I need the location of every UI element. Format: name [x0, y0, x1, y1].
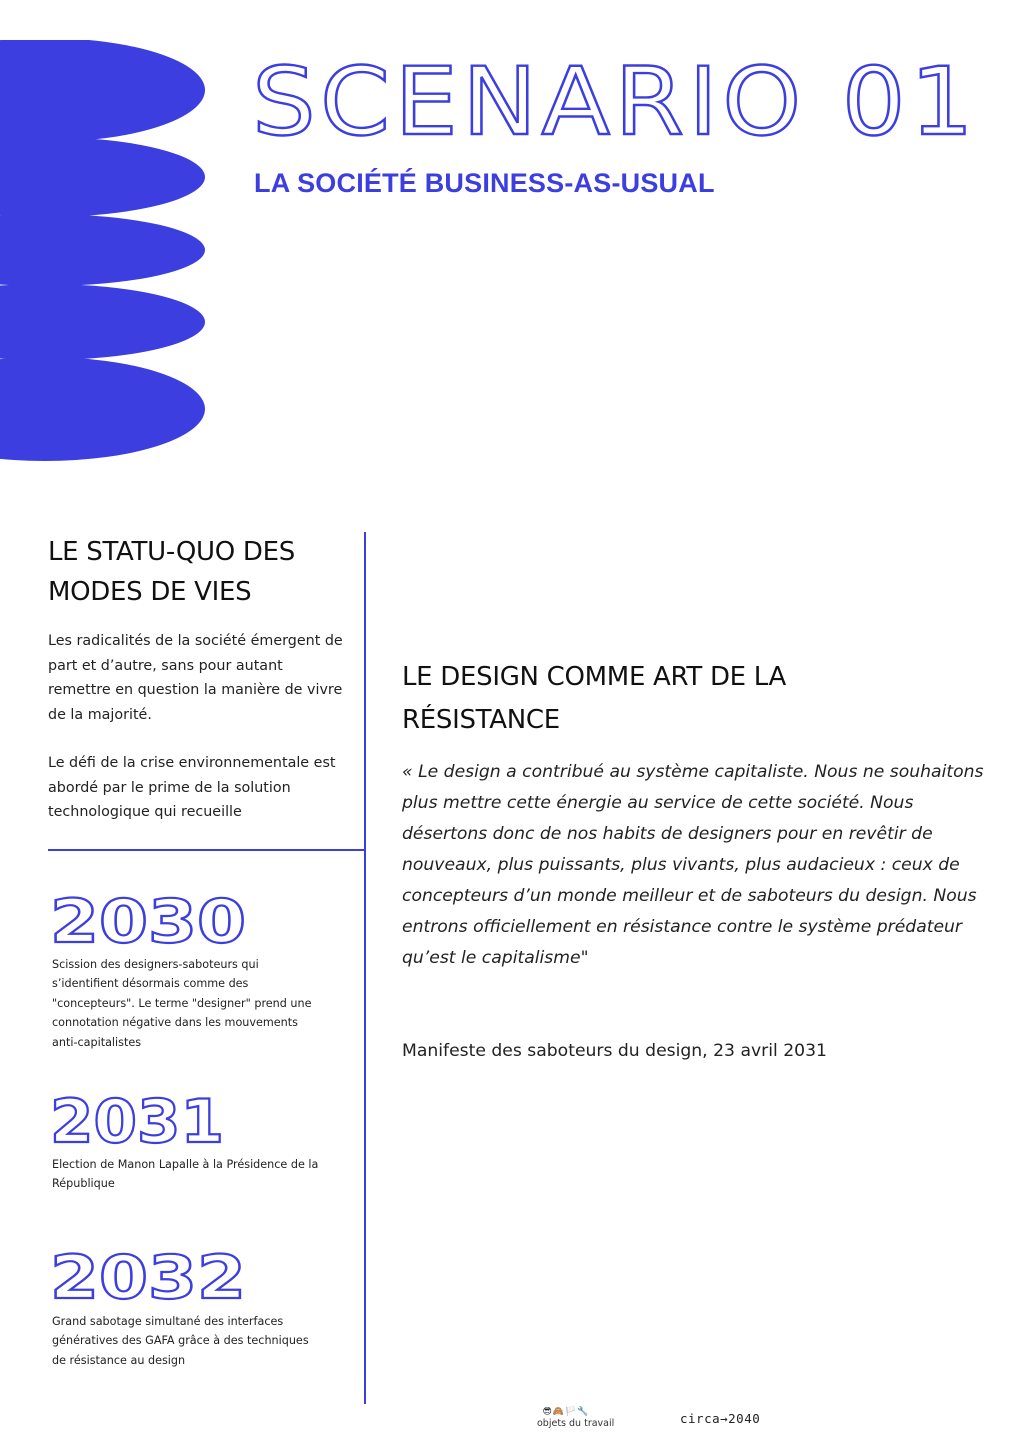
circa-2040-logo: circa→2040 [680, 1411, 761, 1426]
page-subtitle: LA SOCIÉTÉ BUSINESS-AS-USUAL [254, 168, 715, 198]
manifesto-quote: « Le design a contribué au système capitaliste. Nous ne souhaitons plus mettre cette énergie au service de cette société. Nous désertons donc de nos habits de designers pour en revêtir de nouveaux, plus puissants, plus vivants, plus audacieux : ceux de concepteurs d’un monde meilleur et de saboteurs du design. Nous entrons officiellement en résistance contre le système prédateur qu’est le capitalisme" [402, 762, 984, 968]
left-heading [48, 532, 295, 612]
page-title-text: SCENARIO 01 [252, 52, 978, 152]
ellipse-4 [0, 284, 205, 360]
timeline-text-2030: Scission des designers-saboteurs qui s’identifient désormais comme des "concepteurs". Le terme "designer" prend une connotation négative dans les mouvements anti-capitalistes [52, 958, 312, 1049]
ellipse-5 [0, 357, 205, 461]
timeline-text-2032: Grand sabotage simultané des interfaces génératives des GAFA grâce à des techniques de résistance au design [52, 1315, 309, 1367]
ellipse-1 [0, 40, 205, 142]
page-title [246, 52, 986, 152]
ellipse-stack [0, 40, 205, 461]
timeline-year-2031 [46, 1090, 276, 1152]
stacked-ellipses-graphic [0, 40, 215, 465]
timeline-year-2030 [46, 890, 276, 952]
left-paragraph-1: Les radicalités de la société émergent de part et d’autre, sans pour autant remettre en question la manière de vivre de la majorité. [48, 633, 343, 723]
left-heading-line2: MODES DE VIES [48, 577, 252, 607]
logo-icons: 😎🙈🏳️🔧 [542, 1407, 590, 1417]
ellipse-2 [0, 137, 205, 217]
objets-du-travail-logo [537, 1406, 615, 1430]
horizontal-divider [48, 849, 364, 851]
year-text: 2030 [50, 890, 246, 952]
left-heading-line1: LE STATU-QUO DES [48, 537, 295, 567]
left-paragraph-2: Le défi de la crise environnementale est abordé par le prime de la solution technologique qui recueille [48, 755, 336, 820]
quote-source: Manifeste des saboteurs du design, 23 avril 2031 [402, 1041, 827, 1061]
right-heading: LE DESIGN COMME ART DE LA RÉSISTANCE [402, 662, 787, 735]
ellipse-3 [0, 214, 205, 286]
logo-text: objets du travail [537, 1418, 615, 1429]
timeline-text-2031: Election de Manon Lapalle à la Présidence de la République [52, 1158, 319, 1191]
year-text: 2032 [50, 1246, 246, 1308]
vertical-divider [364, 532, 366, 1404]
year-text: 2031 [50, 1090, 224, 1152]
timeline-year-2032 [46, 1246, 276, 1308]
